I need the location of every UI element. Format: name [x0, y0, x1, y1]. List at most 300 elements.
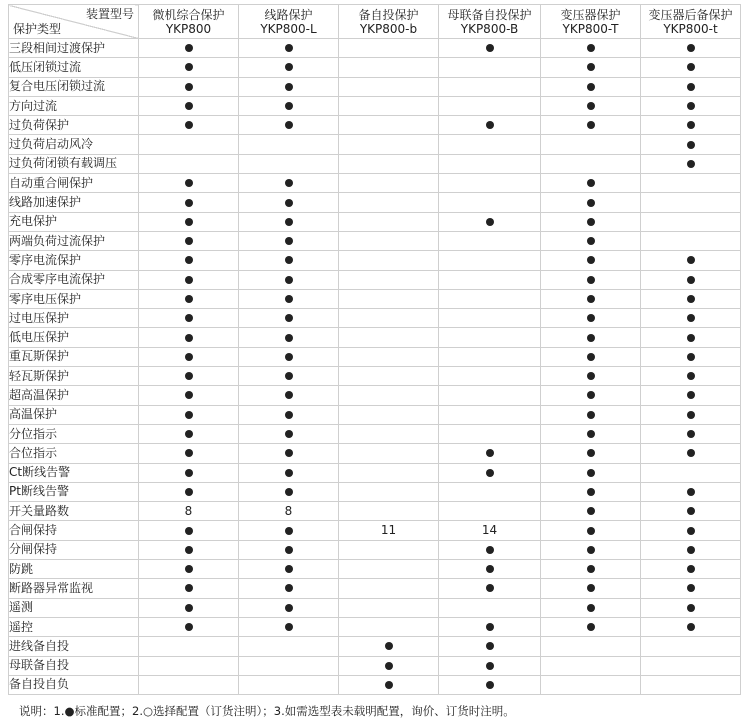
empty-cell	[439, 386, 541, 405]
empty-cell	[541, 656, 641, 675]
empty-cell	[439, 58, 541, 77]
empty-cell	[339, 251, 439, 270]
standard-config-cell	[439, 212, 541, 231]
empty-cell	[339, 154, 439, 173]
empty-cell	[641, 463, 741, 482]
protection-type-label: 分位指示	[9, 424, 139, 443]
standard-config-dot-icon	[185, 237, 193, 245]
standard-config-dot-icon	[587, 469, 595, 477]
standard-config-dot-icon	[687, 141, 695, 149]
standard-config-dot-icon	[687, 411, 695, 419]
standard-config-dot-icon	[687, 565, 695, 573]
standard-config-cell	[139, 579, 239, 598]
standard-config-dot-icon	[185, 604, 193, 612]
empty-cell	[439, 289, 541, 308]
standard-config-cell	[641, 444, 741, 463]
standard-config-dot-icon	[587, 391, 595, 399]
standard-config-dot-icon	[185, 411, 193, 419]
standard-config-cell	[541, 347, 641, 366]
standard-config-dot-icon	[486, 469, 494, 477]
standard-config-cell	[541, 617, 641, 636]
standard-config-cell	[339, 675, 439, 694]
standard-config-cell	[641, 617, 741, 636]
standard-config-cell	[239, 58, 339, 77]
standard-config-cell	[139, 212, 239, 231]
table-row	[9, 560, 741, 579]
empty-cell	[339, 424, 439, 443]
standard-config-dot-icon	[587, 276, 595, 284]
empty-cell	[439, 251, 541, 270]
table-body	[9, 39, 741, 695]
table-row	[9, 637, 741, 656]
table-row	[9, 116, 741, 135]
table-row	[9, 540, 741, 559]
standard-config-cell	[139, 405, 239, 424]
empty-cell	[239, 135, 339, 154]
empty-cell	[439, 424, 541, 443]
standard-config-dot-icon	[587, 237, 595, 245]
empty-cell	[239, 154, 339, 173]
table-row	[9, 58, 741, 77]
empty-cell	[541, 675, 641, 694]
standard-config-cell	[641, 289, 741, 308]
empty-cell	[439, 154, 541, 173]
standard-config-cell	[139, 96, 239, 115]
empty-cell	[439, 405, 541, 424]
standard-config-dot-icon	[587, 507, 595, 515]
standard-config-cell	[139, 560, 239, 579]
standard-config-dot-icon	[687, 372, 695, 380]
empty-cell	[439, 231, 541, 250]
standard-config-dot-icon	[285, 314, 293, 322]
protection-type-label: 过负荷启动风冷	[9, 135, 139, 154]
standard-config-cell	[239, 77, 339, 96]
standard-config-dot-icon	[285, 102, 293, 110]
protection-type-label: 两端负荷过流保护	[9, 231, 139, 250]
standard-config-cell	[541, 405, 641, 424]
standard-config-cell	[239, 231, 339, 250]
column-header	[239, 5, 339, 39]
standard-config-cell	[641, 251, 741, 270]
standard-config-dot-icon	[587, 527, 595, 535]
standard-config-dot-icon	[687, 584, 695, 592]
empty-cell	[339, 405, 439, 424]
empty-cell	[339, 309, 439, 328]
standard-config-dot-icon	[285, 488, 293, 496]
empty-cell	[339, 444, 439, 463]
protection-type-label: 过负荷保护	[9, 116, 139, 135]
standard-config-cell	[541, 521, 641, 540]
protection-type-label: 高温保护	[9, 405, 139, 424]
empty-cell	[439, 502, 541, 521]
standard-config-dot-icon	[687, 44, 695, 52]
standard-config-dot-icon	[285, 391, 293, 399]
standard-config-dot-icon	[185, 527, 193, 535]
protection-type-label: 合闸保持	[9, 521, 139, 540]
empty-cell	[139, 637, 239, 656]
table-row	[9, 251, 741, 270]
standard-config-dot-icon	[486, 642, 494, 650]
empty-cell	[339, 270, 439, 289]
protection-type-label: 合成零序电流保护	[9, 270, 139, 289]
empty-cell	[439, 193, 541, 212]
standard-config-dot-icon	[285, 63, 293, 71]
standard-config-dot-icon	[185, 469, 193, 477]
standard-config-cell	[541, 270, 641, 289]
standard-config-dot-icon	[687, 353, 695, 361]
empty-cell	[541, 637, 641, 656]
standard-config-dot-icon	[185, 218, 193, 226]
standard-config-dot-icon	[185, 256, 193, 264]
standard-config-cell	[641, 58, 741, 77]
standard-config-dot-icon	[687, 83, 695, 91]
standard-config-cell	[239, 116, 339, 135]
empty-cell	[339, 96, 439, 115]
standard-config-cell	[139, 270, 239, 289]
standard-config-cell	[641, 502, 741, 521]
standard-config-cell	[139, 347, 239, 366]
standard-config-cell	[541, 579, 641, 598]
standard-config-dot-icon	[587, 44, 595, 52]
standard-config-dot-icon	[285, 411, 293, 419]
empty-cell	[239, 656, 339, 675]
table-row	[9, 77, 741, 96]
standard-config-cell	[139, 617, 239, 636]
device-name: 母联备自投保护	[447, 7, 532, 22]
standard-config-cell	[541, 328, 641, 347]
standard-config-cell	[239, 482, 339, 501]
table-row	[9, 482, 741, 501]
standard-config-dot-icon	[285, 353, 293, 361]
standard-config-cell	[541, 540, 641, 559]
standard-config-cell	[139, 540, 239, 559]
empty-cell	[339, 598, 439, 617]
standard-config-dot-icon	[587, 584, 595, 592]
standard-config-cell	[641, 482, 741, 501]
protection-type-label: 母联备自投	[9, 656, 139, 675]
count-value: 11	[380, 523, 397, 538]
standard-config-dot-icon	[285, 430, 293, 438]
standard-config-dot-icon	[185, 276, 193, 284]
standard-config-dot-icon	[285, 295, 293, 303]
standard-config-cell	[641, 560, 741, 579]
standard-config-cell	[239, 309, 339, 328]
standard-config-dot-icon	[385, 642, 393, 650]
standard-config-cell	[541, 96, 641, 115]
standard-config-cell	[239, 463, 339, 482]
standard-config-cell	[641, 424, 741, 443]
empty-cell	[439, 367, 541, 386]
standard-config-cell	[541, 560, 641, 579]
standard-config-dot-icon	[587, 83, 595, 91]
device-name: 变压器后备保护	[648, 7, 733, 22]
device-model: YKP800-B	[460, 21, 519, 36]
standard-config-dot-icon	[285, 372, 293, 380]
empty-cell	[339, 560, 439, 579]
standard-config-cell	[541, 598, 641, 617]
standard-config-cell	[239, 289, 339, 308]
empty-cell	[339, 39, 439, 58]
standard-config-dot-icon	[185, 121, 193, 129]
empty-cell	[339, 347, 439, 366]
empty-cell	[339, 579, 439, 598]
standard-config-dot-icon	[687, 449, 695, 457]
count-cell	[139, 502, 239, 521]
table-row	[9, 598, 741, 617]
standard-config-cell	[541, 424, 641, 443]
device-model: YKP800-t	[663, 21, 718, 36]
standard-config-dot-icon	[185, 353, 193, 361]
empty-cell	[339, 463, 439, 482]
empty-cell	[239, 675, 339, 694]
standard-config-cell	[139, 463, 239, 482]
standard-config-cell	[641, 405, 741, 424]
empty-cell	[339, 617, 439, 636]
empty-cell	[439, 270, 541, 289]
device-model: YKP800-L	[260, 21, 317, 36]
standard-config-dot-icon	[587, 314, 595, 322]
standard-config-dot-icon	[587, 372, 595, 380]
standard-config-cell	[139, 231, 239, 250]
standard-config-cell	[139, 251, 239, 270]
protection-type-label: 低电压保护	[9, 328, 139, 347]
empty-cell	[339, 135, 439, 154]
standard-config-dot-icon	[385, 681, 393, 689]
standard-config-dot-icon	[285, 199, 293, 207]
standard-config-dot-icon	[285, 44, 293, 52]
standard-config-dot-icon	[486, 44, 494, 52]
standard-config-cell	[541, 58, 641, 77]
empty-cell	[439, 96, 541, 115]
empty-cell	[541, 154, 641, 173]
standard-config-cell	[641, 598, 741, 617]
standard-config-cell	[541, 463, 641, 482]
protection-type-label: 复合电压闭锁过流	[9, 77, 139, 96]
standard-config-cell	[641, 386, 741, 405]
standard-config-dot-icon	[687, 295, 695, 303]
standard-config-cell	[239, 405, 339, 424]
standard-config-dot-icon	[285, 527, 293, 535]
standard-config-cell	[239, 560, 339, 579]
standard-config-dot-icon	[587, 488, 595, 496]
empty-cell	[641, 231, 741, 250]
standard-config-cell	[239, 96, 339, 115]
standard-config-cell	[439, 540, 541, 559]
device-model: YKP800-b	[359, 21, 418, 36]
standard-config-dot-icon	[587, 218, 595, 226]
standard-config-dot-icon	[587, 334, 595, 342]
standard-config-dot-icon	[285, 565, 293, 573]
empty-cell	[139, 154, 239, 173]
empty-cell	[439, 482, 541, 501]
table-row	[9, 386, 741, 405]
empty-cell	[339, 386, 439, 405]
protection-type-label: 遥控	[9, 617, 139, 636]
standard-config-cell	[139, 328, 239, 347]
standard-config-dot-icon	[587, 546, 595, 554]
header-row	[9, 5, 741, 39]
column-header	[641, 5, 741, 39]
standard-config-cell	[139, 116, 239, 135]
protection-type-label: 断路器异常监视	[9, 579, 139, 598]
table-row	[9, 424, 741, 443]
standard-config-cell	[139, 367, 239, 386]
empty-cell	[641, 174, 741, 193]
standard-config-cell	[139, 174, 239, 193]
standard-config-cell	[541, 367, 641, 386]
device-name: 变压器保护	[560, 7, 621, 22]
standard-config-cell	[139, 58, 239, 77]
standard-config-cell	[139, 77, 239, 96]
protection-type-label: 轻瓦斯保护	[9, 367, 139, 386]
standard-config-dot-icon	[285, 334, 293, 342]
standard-config-cell	[541, 289, 641, 308]
empty-cell	[339, 116, 439, 135]
standard-config-dot-icon	[185, 199, 193, 207]
empty-cell	[339, 193, 439, 212]
standard-config-dot-icon	[587, 102, 595, 110]
standard-config-dot-icon	[385, 662, 393, 670]
protection-type-label: 合位指示	[9, 444, 139, 463]
empty-cell	[339, 502, 439, 521]
standard-config-cell	[641, 367, 741, 386]
standard-config-cell	[541, 386, 641, 405]
standard-config-cell	[239, 174, 339, 193]
standard-config-dot-icon	[486, 623, 494, 631]
empty-cell	[339, 289, 439, 308]
protection-type-label: 充电保护	[9, 212, 139, 231]
table-row	[9, 367, 741, 386]
standard-config-dot-icon	[486, 584, 494, 592]
standard-config-cell	[439, 675, 541, 694]
empty-cell	[641, 193, 741, 212]
protection-type-label: 遥测	[9, 598, 139, 617]
standard-config-cell	[541, 193, 641, 212]
table-row	[9, 270, 741, 289]
standard-config-cell	[439, 579, 541, 598]
standard-config-dot-icon	[587, 411, 595, 419]
standard-config-dot-icon	[587, 353, 595, 361]
standard-config-cell	[439, 444, 541, 463]
table-row	[9, 174, 741, 193]
standard-config-dot-icon	[587, 199, 595, 207]
standard-config-dot-icon	[587, 121, 595, 129]
standard-config-cell	[439, 39, 541, 58]
standard-config-cell	[641, 77, 741, 96]
corner-header-cell	[9, 5, 139, 39]
standard-config-dot-icon	[687, 527, 695, 535]
standard-config-cell	[139, 289, 239, 308]
standard-config-cell	[439, 560, 541, 579]
table-row	[9, 328, 741, 347]
standard-config-dot-icon	[687, 507, 695, 515]
standard-config-cell	[641, 154, 741, 173]
standard-config-dot-icon	[285, 121, 293, 129]
standard-config-dot-icon	[185, 314, 193, 322]
standard-config-cell	[541, 174, 641, 193]
standard-config-dot-icon	[185, 179, 193, 187]
standard-config-dot-icon	[185, 63, 193, 71]
standard-config-cell	[439, 617, 541, 636]
table-row	[9, 502, 741, 521]
device-model: YKP800-T	[562, 21, 619, 36]
standard-config-cell	[139, 424, 239, 443]
protection-type-label: 零序电流保护	[9, 251, 139, 270]
standard-config-dot-icon	[285, 546, 293, 554]
standard-config-cell	[239, 39, 339, 58]
protection-type-label: 三段相间过渡保护	[9, 39, 139, 58]
corner-label-protection-type: 保护类型	[13, 22, 62, 36]
standard-config-dot-icon	[687, 488, 695, 496]
standard-config-cell	[239, 540, 339, 559]
standard-config-cell	[541, 502, 641, 521]
empty-cell	[439, 174, 541, 193]
standard-config-dot-icon	[587, 449, 595, 457]
empty-cell	[139, 675, 239, 694]
device-name: 线路保护	[264, 7, 313, 22]
table-row	[9, 617, 741, 636]
table-row	[9, 309, 741, 328]
standard-config-cell	[239, 251, 339, 270]
protection-type-label: 超高温保护	[9, 386, 139, 405]
table-row	[9, 444, 741, 463]
standard-config-dot-icon	[587, 179, 595, 187]
standard-config-dot-icon	[687, 623, 695, 631]
standard-config-dot-icon	[185, 102, 193, 110]
standard-config-cell	[541, 231, 641, 250]
empty-cell	[439, 309, 541, 328]
protection-type-label: 线路加速保护	[9, 193, 139, 212]
corner-label-device-model: 装置型号	[85, 7, 134, 21]
standard-config-dot-icon	[185, 584, 193, 592]
standard-config-dot-icon	[486, 565, 494, 573]
empty-cell	[239, 637, 339, 656]
table-row	[9, 675, 741, 694]
standard-config-dot-icon	[486, 546, 494, 554]
standard-config-cell	[239, 270, 339, 289]
count-value: 8	[284, 503, 293, 518]
standard-config-cell	[239, 193, 339, 212]
standard-config-cell	[641, 579, 741, 598]
standard-config-dot-icon	[185, 488, 193, 496]
standard-config-dot-icon	[285, 449, 293, 457]
standard-config-dot-icon	[285, 237, 293, 245]
standard-config-cell	[339, 637, 439, 656]
footnote: 说明：1.●标准配置；2.○选择配置（订货注明）；3.如需选型表未载明配置，询价、订货时注明。	[19, 704, 515, 718]
standard-config-dot-icon	[486, 121, 494, 129]
device-model: YKP800	[165, 21, 212, 36]
table-row	[9, 135, 741, 154]
standard-config-cell	[139, 386, 239, 405]
count-cell	[439, 521, 541, 540]
protection-type-label: 方向过流	[9, 96, 139, 115]
column-header	[339, 5, 439, 39]
column-header	[439, 5, 541, 39]
protection-type-label: 过负荷闭锁有载调压	[9, 154, 139, 173]
standard-config-dot-icon	[687, 256, 695, 264]
standard-config-dot-icon	[285, 83, 293, 91]
count-cell	[239, 502, 339, 521]
standard-config-dot-icon	[587, 565, 595, 573]
standard-config-dot-icon	[185, 623, 193, 631]
standard-config-cell	[641, 135, 741, 154]
standard-config-cell	[541, 77, 641, 96]
table-row	[9, 656, 741, 675]
standard-config-dot-icon	[185, 546, 193, 554]
standard-config-dot-icon	[587, 295, 595, 303]
empty-cell	[641, 656, 741, 675]
table-row	[9, 212, 741, 231]
